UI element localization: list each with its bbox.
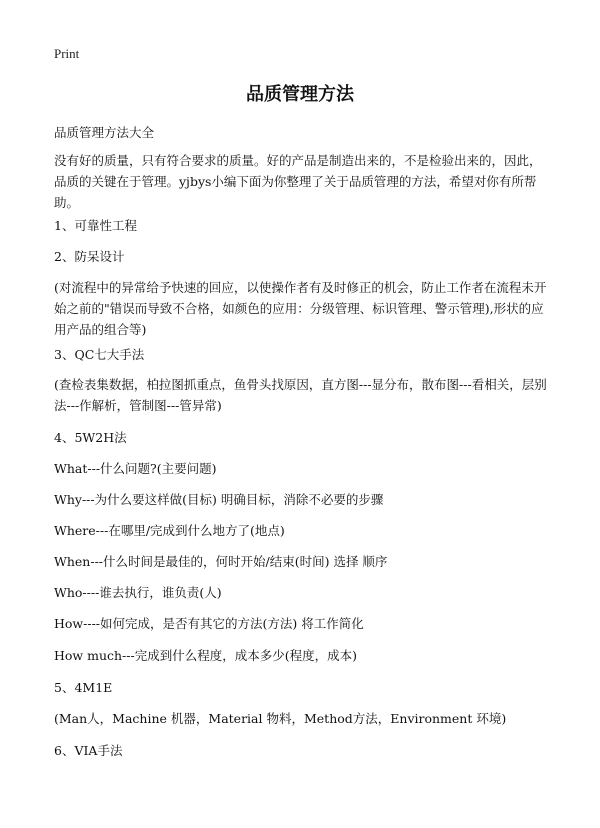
section-heading-reliability: 1、可靠性工程	[54, 218, 137, 233]
section-heading-error-proofing: 2、防呆设计	[54, 249, 125, 264]
list-item-why: Why---为什么要这样做(目标) 明确目标，消除不必要的步骤	[54, 492, 384, 507]
list-item-what: What---什么问题?(主要问题)	[54, 461, 217, 476]
list-item-how: How----如何完成，是否有其它的方法(方法) 将工作简化	[54, 616, 364, 631]
list-item-where: Where---在哪里/完成到什么地方了(地点)	[54, 523, 285, 538]
error-proofing-paragraph: (对流程中的异常给予快速的回应，以使操作者有及时修正的机会，防止工作者在流程未开始之前的"错误而导致不合格，如颜色的应用：分级管理、标识管理、警示管理),形状的应用产品的组合等)	[54, 280, 547, 337]
print-link[interactable]: Print	[54, 46, 80, 61]
section-heading-qc-tools: 3、QC七大手法	[54, 347, 145, 362]
section-heading-5w2h: 4、5W2H法	[54, 430, 127, 445]
document-title: 品质管理方法	[246, 84, 354, 105]
document-subtitle: 品质管理方法大全	[54, 125, 155, 140]
section-heading-4m1e: 5、4M1E	[54, 680, 113, 695]
list-item-who: Who----谁去执行，谁负责(人)	[54, 585, 222, 600]
list-item-when: When---什么时间是最佳的，何时开始/结束(时间) 选择 顺序	[54, 554, 388, 569]
section-heading-via: 6、VIA手法	[54, 743, 123, 758]
4m1e-paragraph: (Man人，Machine 机器，Material 物料，Method方法，Environment 环境)	[54, 711, 507, 726]
intro-paragraph: 没有好的质量，只有符合要求的质量。好的产品是制造出来的，不是检验出来的，因此，品质的关键在于管理。yjbys小编下面为你整理了关于品质管理的方法，希望对你有所帮助。	[54, 153, 542, 210]
list-item-how-much: How much---完成到什么程度，成本多少(程度，成本)	[54, 648, 357, 663]
qc-tools-paragraph: (查检表集数据，柏拉图抓重点，鱼骨头找原因，直方图---显分布，散布图---看相关，层别法---作解析，管制图---管异常)	[54, 377, 547, 413]
